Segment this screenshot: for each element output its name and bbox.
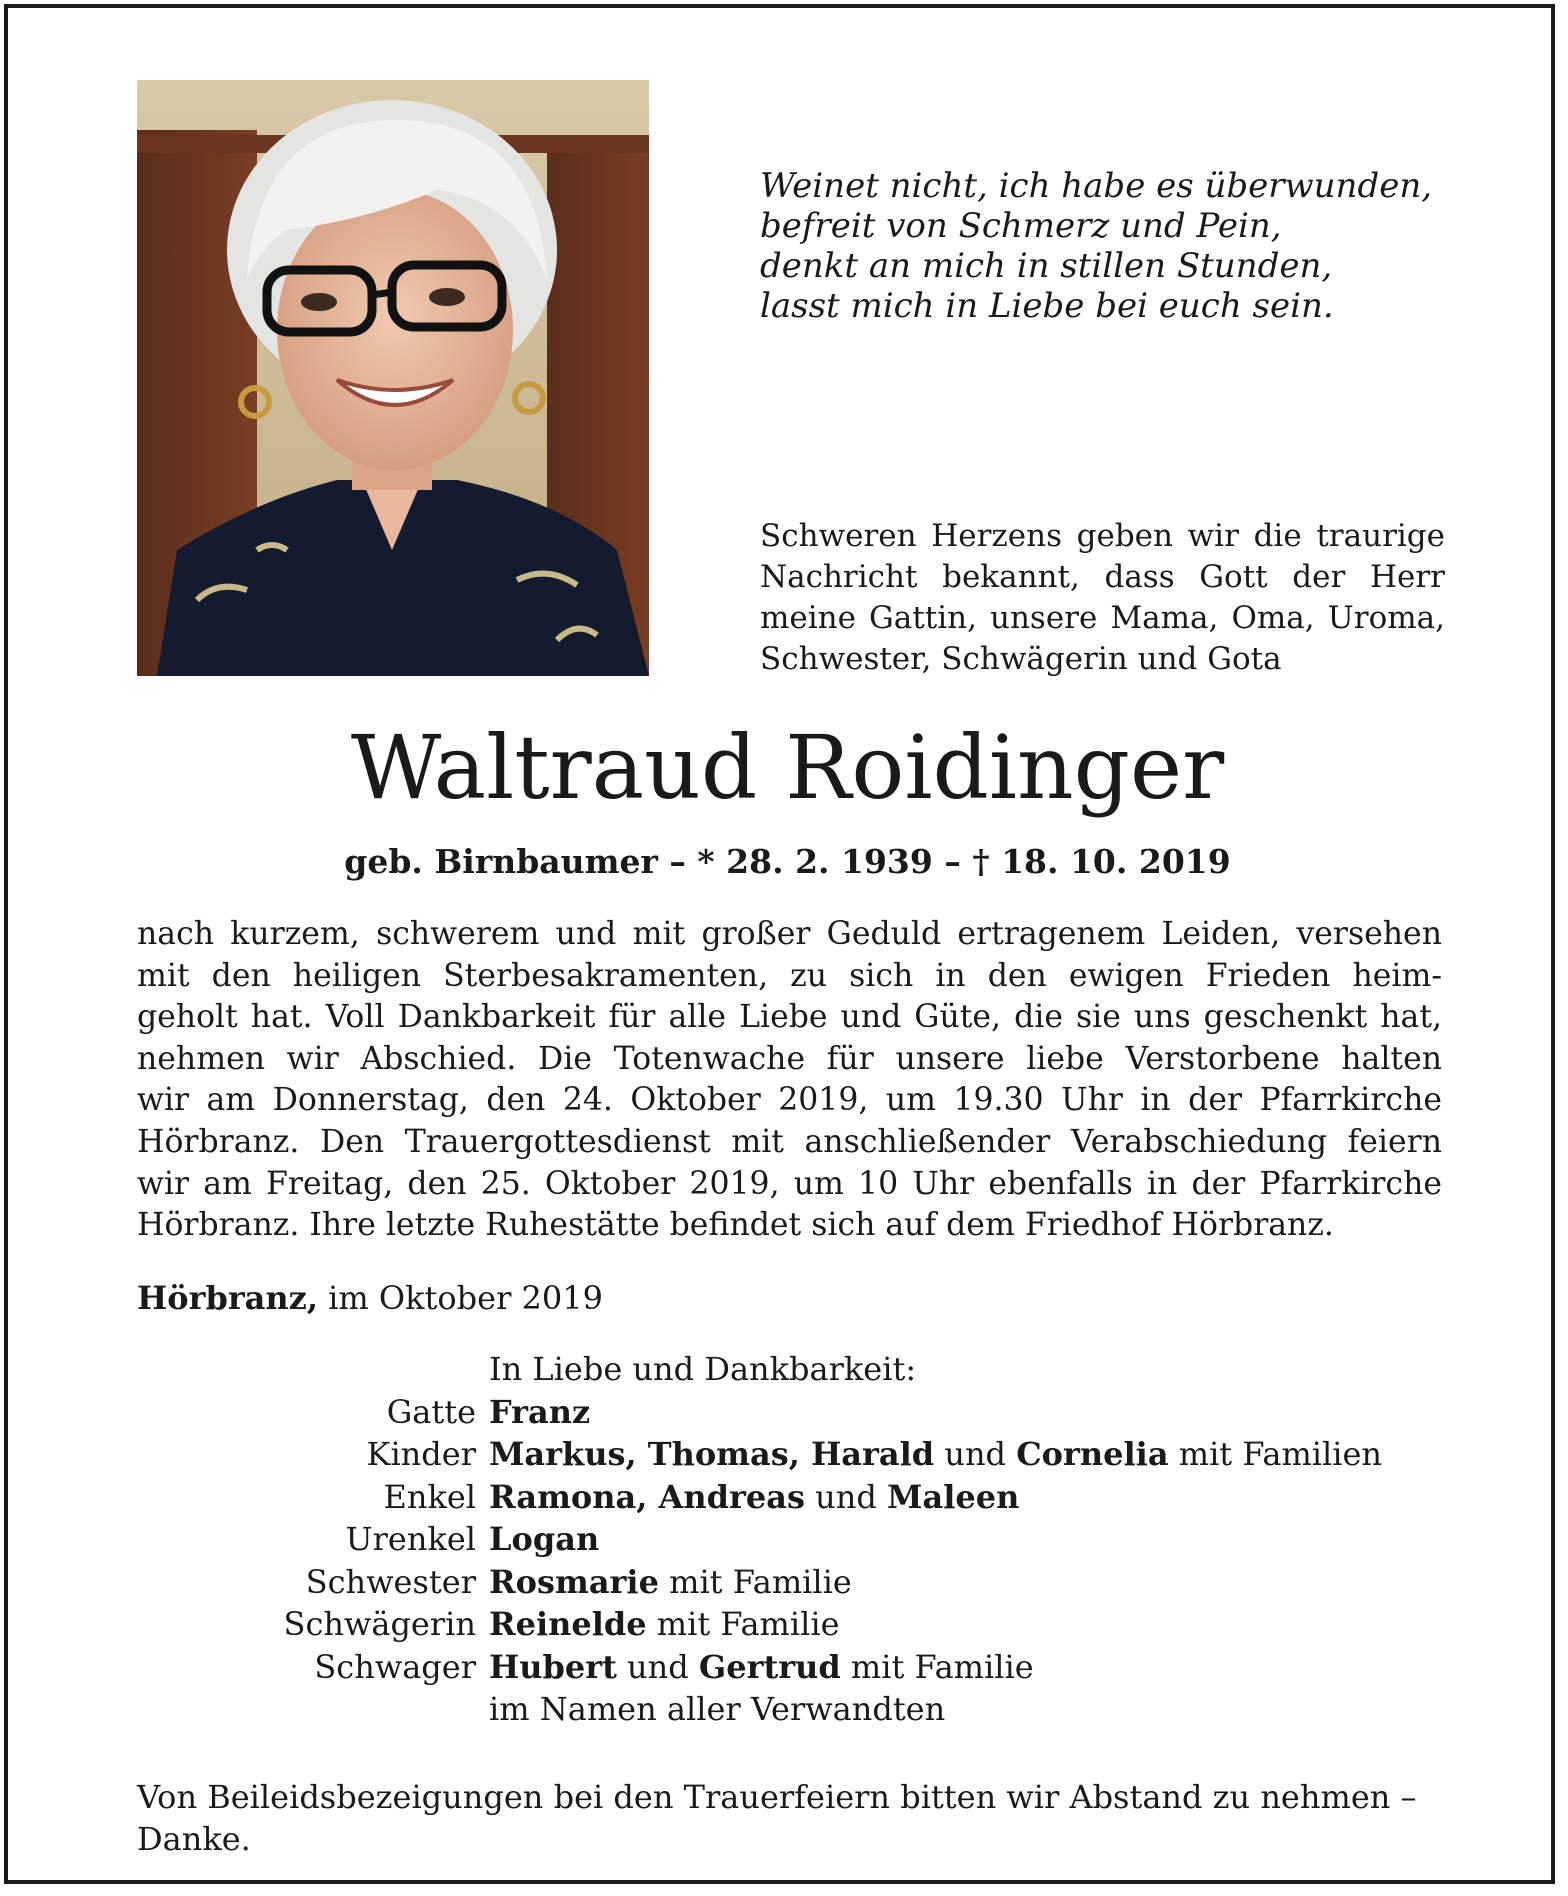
mourner-name: Logan: [489, 1520, 600, 1558]
place-date: [137, 1278, 603, 1318]
poem-line: Weinet nicht, ich habe es überwunden,: [760, 166, 1433, 206]
mourner-names: [489, 1476, 1019, 1519]
body-line: wir am Freitag, den 25. Oktober 2019, um 10 Uhr ebenfalls in der Pfarrkirche: [137, 1165, 1442, 1202]
poem-line: befreit von Schmerz und Pein,: [760, 206, 1282, 246]
mourner-connector: und: [804, 1477, 888, 1516]
mourner-names: [489, 1603, 840, 1646]
mourner-connector: im Namen aller Verwandten: [489, 1690, 946, 1728]
obituary-frame: [4, 4, 1555, 1884]
mourner-relation: Schwester: [305, 1562, 476, 1601]
place-month: im Oktober 2019: [317, 1279, 603, 1317]
mourner-names: [489, 1433, 1382, 1476]
mourner-row: [8, 1518, 1567, 1560]
body-line: Hörbranz. Ihre letzte Ruhestätte befindet sich auf dem Friedhof Hörbranz.: [137, 1207, 1334, 1244]
mourner-row: [8, 1603, 1567, 1645]
deceased-dates: geb. Birnbaumer – * 28. 2. 1939 – † 18. 10. 2019: [344, 842, 1231, 881]
mourner-names: [489, 1646, 1034, 1689]
mourner-names: [489, 1518, 599, 1561]
body-line: Hörbranz. Den Trauergottesdienst mit anschließender Verabschiedung feiern: [137, 1123, 1442, 1160]
mourner-name: Markus, Thomas, Harald: [489, 1435, 935, 1473]
mourners-intro: In Liebe und Dankbarkeit:: [489, 1350, 917, 1388]
poem: [760, 166, 1480, 326]
portrait-image: [137, 80, 649, 676]
mourner-connector: mit Familie: [658, 1562, 852, 1601]
mourner-relation: Gatte: [386, 1392, 476, 1431]
closing-note: [137, 1776, 1447, 1860]
mourner-relation: Schwägerin: [283, 1605, 476, 1643]
mourner-name: Maleen: [887, 1477, 1020, 1516]
poem-line: denkt an mich in stillen Stunden,: [760, 246, 1333, 286]
mourner-connector: mit Familie: [646, 1605, 840, 1643]
mourner-connector: und: [616, 1647, 699, 1686]
mourner-name: Reinelde: [489, 1605, 647, 1643]
mourner-names: [489, 1391, 590, 1434]
mourner-connector: und: [934, 1435, 1017, 1473]
announcement-intro: Schweren Herzens geben wir die traurige Nachricht bekannt, dass Gott der Herr meine Gattin, unsere Mama, Oma, Uroma, Schwester, Schwägerin und Gota: [760, 518, 1445, 677]
body-line: mit den heiligen Sterbesakramenten, zu sich in den ewigen Frieden heim-: [137, 957, 1442, 994]
mourner-names: [489, 1561, 852, 1604]
mourner-row: [8, 1688, 1567, 1730]
body-line: geholt hat. Voll Dankbarkeit für alle Liebe und Güte, die sie uns geschenkt hat,: [137, 999, 1442, 1036]
mourner-name: Hubert: [489, 1647, 617, 1686]
mourner-name: Franz: [489, 1392, 591, 1431]
mourner-name: Rosmarie: [489, 1562, 659, 1601]
mourner-row: [8, 1433, 1567, 1475]
body-line: nach kurzem, schwerem und mit großer Geduld ertragenem Leiden, versehen: [137, 916, 1442, 952]
mourner-row: [8, 1476, 1567, 1518]
body-line: wir am Donnerstag, den 24. Oktober 2019, um 19.30 Uhr in der Pfarrkirche: [137, 1082, 1442, 1119]
mourner-names: [489, 1688, 945, 1731]
mourner-row: [8, 1391, 1567, 1433]
mourner-relation: Urenkel: [345, 1520, 476, 1558]
mourner-connector: mit Familien: [1168, 1435, 1383, 1473]
closing-line: Von Beileidsbezeigungen bei den Trauerfeiern bitten wir Abstand zu nehmen –: [137, 1778, 1417, 1816]
portrait-photo: [137, 80, 649, 676]
mourner-relation: Enkel: [383, 1477, 476, 1516]
deceased-name: Waltraud Roidinger: [350, 716, 1225, 819]
mourner-relation: Kinder: [366, 1435, 476, 1473]
mourner-connector: mit Familie: [840, 1647, 1034, 1686]
mourner-relation: Schwager: [314, 1647, 476, 1686]
body-line: nehmen wir Abschied. Die Totenwache für unsere liebe Verstorbene halten: [137, 1040, 1442, 1077]
mourner-name: Cornelia: [1016, 1435, 1169, 1473]
mourner-name: Gertrud: [698, 1647, 841, 1686]
poem-line: lasst mich in Liebe bei euch sein.: [760, 286, 1334, 326]
mourner-row: [8, 1646, 1567, 1688]
announcement-body: [137, 914, 1442, 1247]
closing-line: Danke.: [137, 1820, 251, 1858]
mourner-row: [8, 1561, 1567, 1603]
place-town: Hörbranz,: [137, 1279, 318, 1317]
mourner-name: Ramona, Andreas: [489, 1477, 805, 1516]
